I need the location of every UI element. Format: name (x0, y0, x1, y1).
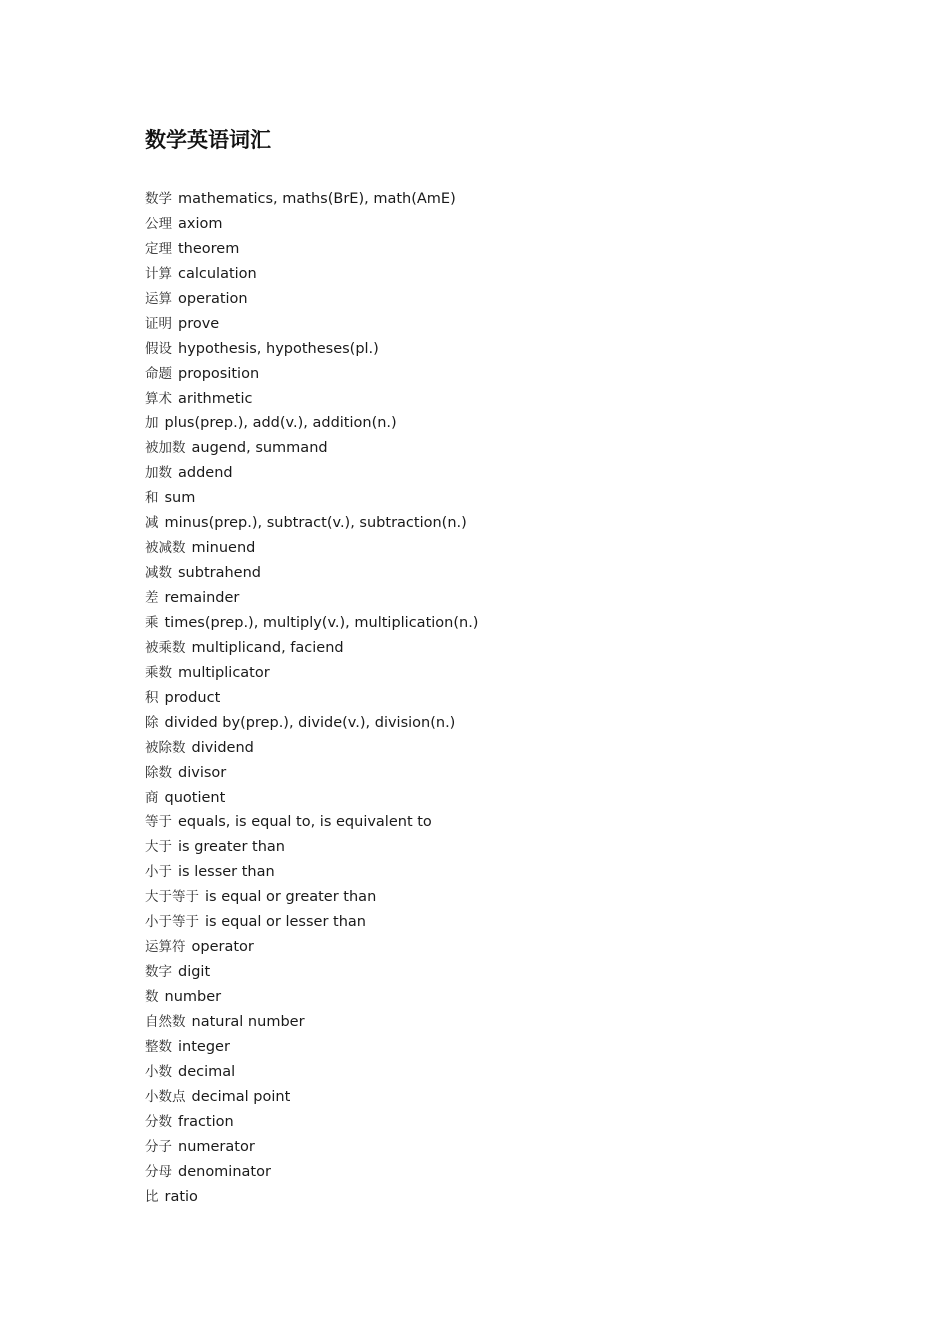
english-term: subtrahend (178, 565, 261, 582)
vocabulary-entry (145, 1110, 478, 1135)
english-term: operator (191, 939, 254, 956)
vocabulary-entry (145, 711, 478, 736)
vocabulary-entry (145, 287, 478, 312)
english-term: decimal (178, 1063, 236, 1080)
chinese-term: 定理 (145, 240, 172, 257)
vocabulary-entry (145, 935, 478, 960)
vocabulary-entry (145, 960, 478, 985)
english-term: number (164, 989, 222, 1005)
vocabulary-entry (145, 736, 478, 761)
vocabulary-entry (145, 761, 478, 786)
chinese-term: 除数 (145, 764, 172, 781)
english-term: minuend (191, 540, 256, 557)
vocabulary-entry (145, 985, 478, 1010)
vocabulary-entry (145, 262, 478, 287)
english-term: remainder (164, 590, 240, 606)
english-term: decimal point (191, 1088, 291, 1105)
english-term: natural number (191, 1013, 305, 1030)
english-term: augend, summand (191, 440, 328, 457)
vocabulary-entry (145, 661, 478, 686)
vocabulary-entry (145, 586, 478, 611)
english-term: numerator (178, 1138, 255, 1155)
chinese-term: 小数 (145, 1063, 172, 1080)
english-term: integer (178, 1038, 230, 1055)
english-term: times(prep.), multiply(v.), multiplication(n.) (164, 614, 479, 631)
english-term: sum (164, 490, 196, 507)
english-term: ratio (164, 1188, 198, 1205)
english-term: quotient (164, 789, 226, 806)
chinese-term: 等于 (145, 814, 172, 831)
chinese-term: 小于等于 (145, 914, 199, 931)
chinese-term: 减数 (145, 565, 172, 582)
english-term: digit (178, 964, 211, 981)
chinese-term: 分母 (145, 1163, 172, 1180)
vocabulary-entry (145, 1160, 478, 1185)
vocabulary-entry (145, 187, 478, 212)
vocabulary-entry (145, 411, 478, 436)
chinese-term: 减 (145, 515, 159, 532)
english-term: fraction (178, 1113, 234, 1130)
vocabulary-entry (145, 561, 478, 586)
vocabulary-entry (145, 511, 478, 536)
vocabulary-entry (145, 910, 478, 935)
chinese-term: 被加数 (145, 440, 186, 457)
english-term: denominator (178, 1163, 271, 1180)
vocabulary-entry (145, 536, 478, 561)
english-term: is equal or greater than (205, 889, 377, 906)
document-title: 数学英语词汇 (145, 127, 271, 152)
chinese-term: 数 (145, 989, 159, 1005)
chinese-term: 被除数 (145, 739, 186, 756)
chinese-term: 大于 (145, 839, 172, 856)
vocabulary-entry (145, 486, 478, 511)
vocabulary-entry (145, 686, 478, 711)
chinese-term: 假设 (145, 340, 172, 357)
vocabulary-entry (145, 1085, 478, 1110)
english-term: operation (178, 290, 248, 307)
chinese-term: 商 (145, 789, 159, 806)
chinese-term: 数学 (145, 191, 172, 207)
vocabulary-entry (145, 362, 478, 387)
vocabulary-entry (145, 461, 478, 486)
vocabulary-entry (145, 237, 478, 262)
chinese-term: 自然数 (145, 1013, 186, 1030)
chinese-term: 加数 (145, 465, 172, 482)
english-term: is lesser than (178, 864, 275, 881)
english-term: minus(prep.), subtract(v.), subtraction(n.) (164, 515, 467, 532)
chinese-term: 小数点 (145, 1088, 186, 1105)
chinese-term: 计算 (145, 265, 172, 282)
chinese-term: 整数 (145, 1038, 172, 1055)
vocabulary-entry (145, 1035, 478, 1060)
english-term: dividend (191, 739, 254, 756)
chinese-term: 命题 (145, 365, 172, 382)
chinese-term: 大于等于 (145, 889, 199, 906)
english-term: equals, is equal to, is equivalent to (178, 814, 432, 831)
chinese-term: 积 (145, 689, 159, 706)
vocabulary-list (145, 187, 478, 1209)
chinese-term: 比 (145, 1188, 159, 1205)
chinese-term: 被减数 (145, 540, 186, 557)
english-term: multiplicand, faciend (191, 639, 344, 656)
vocabulary-entry (145, 436, 478, 461)
english-term: axiom (178, 215, 223, 232)
chinese-term: 算术 (145, 390, 172, 407)
english-term: addend (178, 465, 233, 482)
chinese-term: 证明 (145, 315, 172, 332)
english-term: theorem (178, 240, 240, 257)
vocabulary-entry (145, 312, 478, 337)
vocabulary-entry (145, 885, 478, 910)
english-term: multiplicator (178, 664, 270, 681)
english-term: prove (178, 315, 220, 332)
chinese-term: 运算符 (145, 939, 186, 956)
vocabulary-entry (145, 810, 478, 835)
english-term: is greater than (178, 839, 285, 856)
chinese-term: 分子 (145, 1138, 172, 1155)
vocabulary-entry (145, 1135, 478, 1160)
vocabulary-entry (145, 1185, 478, 1210)
vocabulary-entry (145, 1010, 478, 1035)
chinese-term: 差 (145, 590, 159, 606)
vocabulary-entry (145, 835, 478, 860)
english-term: proposition (178, 365, 260, 382)
vocabulary-entry (145, 786, 478, 811)
chinese-term: 加 (145, 415, 159, 432)
english-term: plus(prep.), add(v.), addition(n.) (164, 415, 397, 432)
chinese-term: 数字 (145, 964, 172, 981)
english-term: is equal or lesser than (205, 914, 366, 931)
chinese-term: 乘 (145, 614, 159, 631)
chinese-term: 运算 (145, 290, 172, 307)
vocabulary-entry (145, 337, 478, 362)
english-term: calculation (178, 265, 257, 282)
english-term: hypothesis, hypotheses(pl.) (178, 340, 379, 357)
vocabulary-entry (145, 1060, 478, 1085)
chinese-term: 被乘数 (145, 639, 186, 656)
chinese-term: 公理 (145, 215, 172, 232)
vocabulary-entry (145, 611, 478, 636)
english-term: mathematics, maths(BrE), math(AmE) (178, 191, 456, 207)
chinese-term: 除 (145, 714, 159, 731)
vocabulary-entry (145, 387, 478, 412)
vocabulary-entry (145, 860, 478, 885)
chinese-term: 乘数 (145, 664, 172, 681)
english-term: product (164, 689, 221, 706)
chinese-term: 和 (145, 490, 159, 507)
english-term: arithmetic (178, 390, 253, 407)
chinese-term: 分数 (145, 1113, 172, 1130)
chinese-term: 小于 (145, 864, 172, 881)
vocabulary-entry (145, 636, 478, 661)
vocabulary-entry (145, 212, 478, 237)
english-term: divided by(prep.), divide(v.), division(n.) (164, 714, 456, 731)
english-term: divisor (178, 764, 227, 781)
